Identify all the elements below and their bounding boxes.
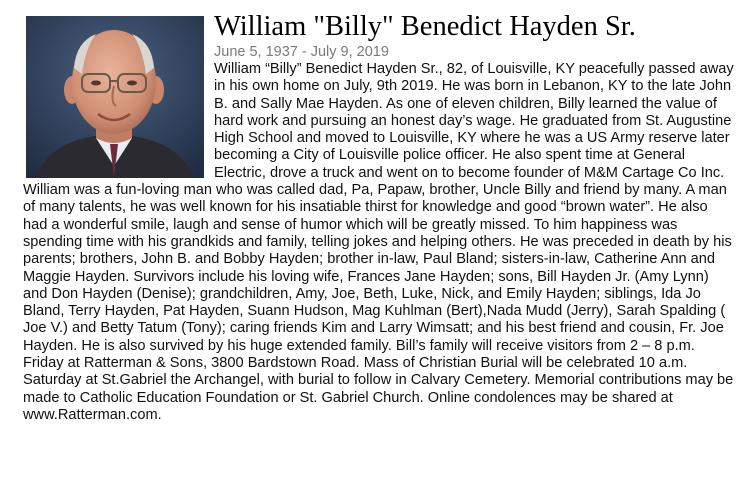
obituary-body: William “Billy” Benedict Hayden Sr., 82, of Louisville, KY peacefully passed away in his own home on July, 9th 2019. He was born in Lebanon, KY to the late John B. and Sally Mae Hayden. As one of eleven children, Billy learned the value of hard work and pursuing an honest day’s wage. He graduated from St. Augustine High School and moved to Louisville, KY where he was a US Army reserve later becoming a City of Louisville police officer. He also spent time at General Electric, drove a truck and went on to become founder of M&M Cartage Co Inc. William was a fun-loving man who was called dad, Pa, Papaw, brother, Uncle Billy and friend by many. A man of many talents, he was well known for his insatiable thirst for knowledge and good “brown water”. He also had a wonderful smile, laugh and sense of humor which will be greatly missed. To him happiness was spending time with his grandkids and family, telling jokes and helping others. He was preceded in death by his parents; brothers, John B. and Bobby Hayden; brother in-law, Paul Bland; sisters-in-law, Catherine Ann and Maggie Hayden. Survivors include his loving wife, Frances Jane Hayden; sons, Bill Hayden Jr. (Amy Lynn) and Don Hayden (Denise); grandchildren, Amy, Joe, Beth, Luke, Nick, and Emily Hayden; siblings, Ida Jo Bland, Terry Hayden, Pat Hayden, Suann Hudson, Mag Kuhlman (Bert),Nada Mudd (Jerry), Sarah Spalding ( Joe V.) and Betty Tatum (Tony); caring friends Kim and Larry Wimsatt; and his best friend and cousin, Fr. Joe Hayden. He is also survived by his huge extended family. Bill’s family will receive visitors from 2 – 8 p.m. Friday at Ratterman & Sons, 3800 Bardstown Road. Mass of Christian Burial will be celebrated 10 a.m. Saturday at St.Gabriel the Archangel, with burial to follow in Calvary Cemetery. Memorial contributions may be made to Catholic Education Foundation or St. Gabriel Church. Online condolences may be shared at www.Ratterman.com. [23,61,734,423]
portrait-illustration [26,16,204,178]
obituary [23,10,735,424]
portrait-photo [26,16,204,178]
obituary-name: William "Billy" Benedict Hayden Sr. [214,11,636,42]
obituary-dates: June 5, 1937 - July 9, 2019 [214,44,389,60]
